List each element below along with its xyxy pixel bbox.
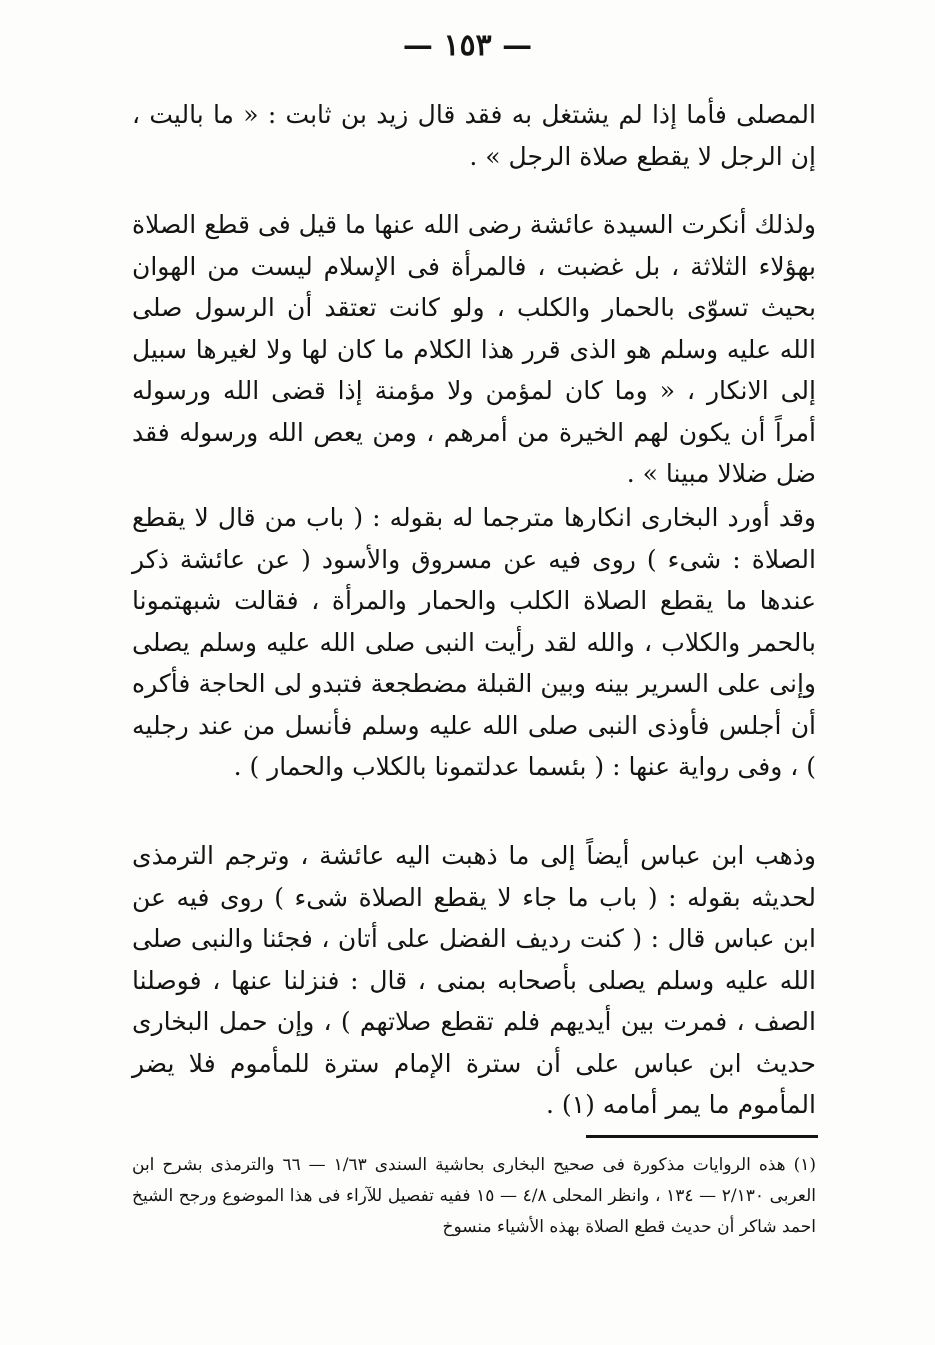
page-number: — ١٥٣ —: [402, 28, 533, 63]
paragraph-2: ولذلك أنكرت السيدة عائشة رضى الله عنها ما قيل فى قطع الصلاة بهؤلاء الثلاثة ، بل غضبت ، فالمرأة فى الإسلام ليست من الهوان بحيث تسوّى بالحمار والكلب ، ولو كانت تعتقد أن الرسول صلى الله عليه وسلم هو الذى قرر هذا الكلام ما كان لها ولا لغيرها سبيل إلى الانكار ، « وما كان لمؤمن ولا مؤمنة إذا قضى الله ورسوله أمراً أن يكون لهم الخيرة من أمرهم ، ومن يعص الله ورسوله فقد ضل ضلالا مبينا » .: [131, 210, 816, 488]
paragraph-3: وقد أورد البخارى انكارها مترجما له بقوله : ( باب من قال لا يقطع الصلاة : شىء ) روى فيه عن مسروق والأسود ( عن عائشة ذكر عندها ما يقطع الصلاة الكلب والحمار والمرأة ، فقالت شبهتمونا بالحمر والكلاب ، والله لقد رأيت النبى صلى الله عليه وسلم يصلى وإنى على السرير بينه وبين القبلة مضطجعة فتبدو لى الحاجة فأكره أن أجلس فأوذى النبى صلى الله عليه وسلم فأنسل من عند رجليه ) ، وفى رواية عنها : ( بئسما عدلتمونا بالكلاب والحمار ) .: [132, 503, 816, 781]
paragraph-4: وذهب ابن عباس أيضاً إلى ما ذهبت اليه عائشة ، وترجم الترمذى لحديثه بقوله : ( باب ما جاء لا يقطع الصلاة شىء ) روى فيه عن ابن عباس قال : ( كنت رديف الفضل على أتان ، فجئنا والنبى صلى الله عليه وسلم يصلى بأصحابه بمنى ، قال : فنزلنا عنها ، فوصلنا الصف ، فمرت بين أيديهم فلم تقطع صلاتهم ) ، وإن حمل البخارى حديث ابن عباس على أن سترة الإمام سترة للمأموم فلا يضر المأموم ما يمر أمامه (١) .: [132, 841, 816, 1119]
footnote: (١) هذه الروايات مذكورة فى صحيح البخارى بحاشية السندى ١/٦٣ — ٦٦ والترمذى بشرح ابن العربى ٢/١٣٠ — ١٣٤ ، وانظر المحلى ٤/٨ — ١٥ ففيه تفصيل للآراء فى هذا الموضوع ورجح الشيخ احمد شاكر أن حديث قطع الصلاة بهذه الأشياء منسوخ: [132, 1155, 817, 1237]
footnote-divider: [586, 1135, 818, 1138]
paragraph-1: المصلى فأما إذا لم يشتغل به فقد قال زيد بن ثابت : « ما باليت ، إن الرجل لا يقطع صلاة الرجل » .: [132, 100, 816, 171]
